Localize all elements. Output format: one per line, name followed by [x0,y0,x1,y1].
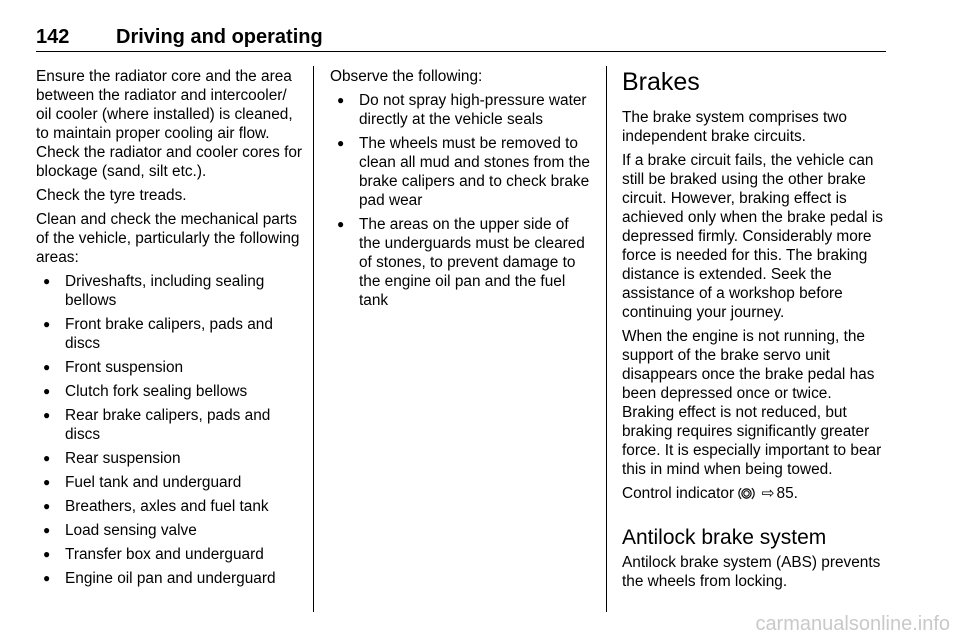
list-item: ● Do not spray high-pressure water directly at the vehicle seals [330,91,592,129]
paragraph: If a brake circuit fails, the vehicle can still be braked using the other brake circuit. However, braking effect is achieved only when the brake pedal is depressed firmly. Considerably more force is needed for this. The braking distance is extended. Seek the assistance of a workshop before continuing your journey. [622,152,883,321]
header-rule [36,51,886,52]
page-number: 142 [36,26,70,48]
paragraph: When the engine is not running, the support of the brake servo unit disappears once the brake pedal has been depressed once or twice. Braking effect is not reduced, but braking requires significantly greater force. It is especially important to bear this in mind when being towed. [622,328,882,478]
observe-list [330,91,592,310]
list-item: ● Load sensing valve [36,521,304,540]
page-reference-arrow-icon: ⇨ [761,485,775,502]
list-item: ● Breathers, axles and fuel tank [36,497,304,516]
page-reference[interactable]: 85. [776,485,798,502]
column-1 [36,67,304,593]
column-divider-1 [313,66,314,612]
paragraph: The brake system comprises two independent brake circuits. [622,109,847,145]
paragraph: Ensure the radiator core and the area between the radiator and intercooler/ oil cooler (where installed) is cleaned, to maintain proper cooling air flow. Check the radiator and cooler cores for blockage (sand, silt etc.). [36,68,303,180]
watermark: carmanualsonline.info [755,613,950,635]
list-item: ● Fuel tank and underguard [36,473,304,492]
list-item: ● Front suspension [36,358,304,377]
control-indicator-label: Control indicator [622,485,735,502]
list-item: ● The wheels must be removed to clean all mud and stones from the brake calipers and to check brake pad wear [330,134,592,210]
list-item: ● Engine oil pan and underguard [36,569,304,588]
list-item: ● Driveshafts, including sealing bellows [36,272,304,310]
column-3 [622,67,888,596]
paragraph: Antilock brake system (ABS) prevents the wheels from locking. [622,554,881,590]
section-title: Driving and operating [116,26,323,48]
list-item: ● Rear brake calipers, pads and discs [36,406,304,444]
brake-warning-icon [738,486,755,506]
column-divider-2 [606,66,607,612]
paragraph: Observe the following: [330,68,483,85]
paragraph: Check the tyre treads. [36,187,187,204]
list-item: ● Rear suspension [36,449,304,468]
list-item: ● The areas on the upper side of the underguards must be cleared of stones, to prevent damage to the engine oil pan and the fuel tank [330,215,592,310]
heading-brakes: Brakes [622,68,700,96]
page-header [36,26,886,51]
paragraph: Clean and check the mechanical parts of the vehicle, particularly the following areas: [36,211,300,266]
list-item: ● Front brake calipers, pads and discs [36,315,304,353]
inspection-list [36,272,304,588]
list-item: ● Clutch fork sealing bellows [36,382,304,401]
control-indicator-line [622,484,888,506]
heading-antilock-brake-system: Antilock brake system [622,526,827,549]
column-2 [330,67,592,315]
list-item: ● Transfer box and underguard [36,545,304,564]
